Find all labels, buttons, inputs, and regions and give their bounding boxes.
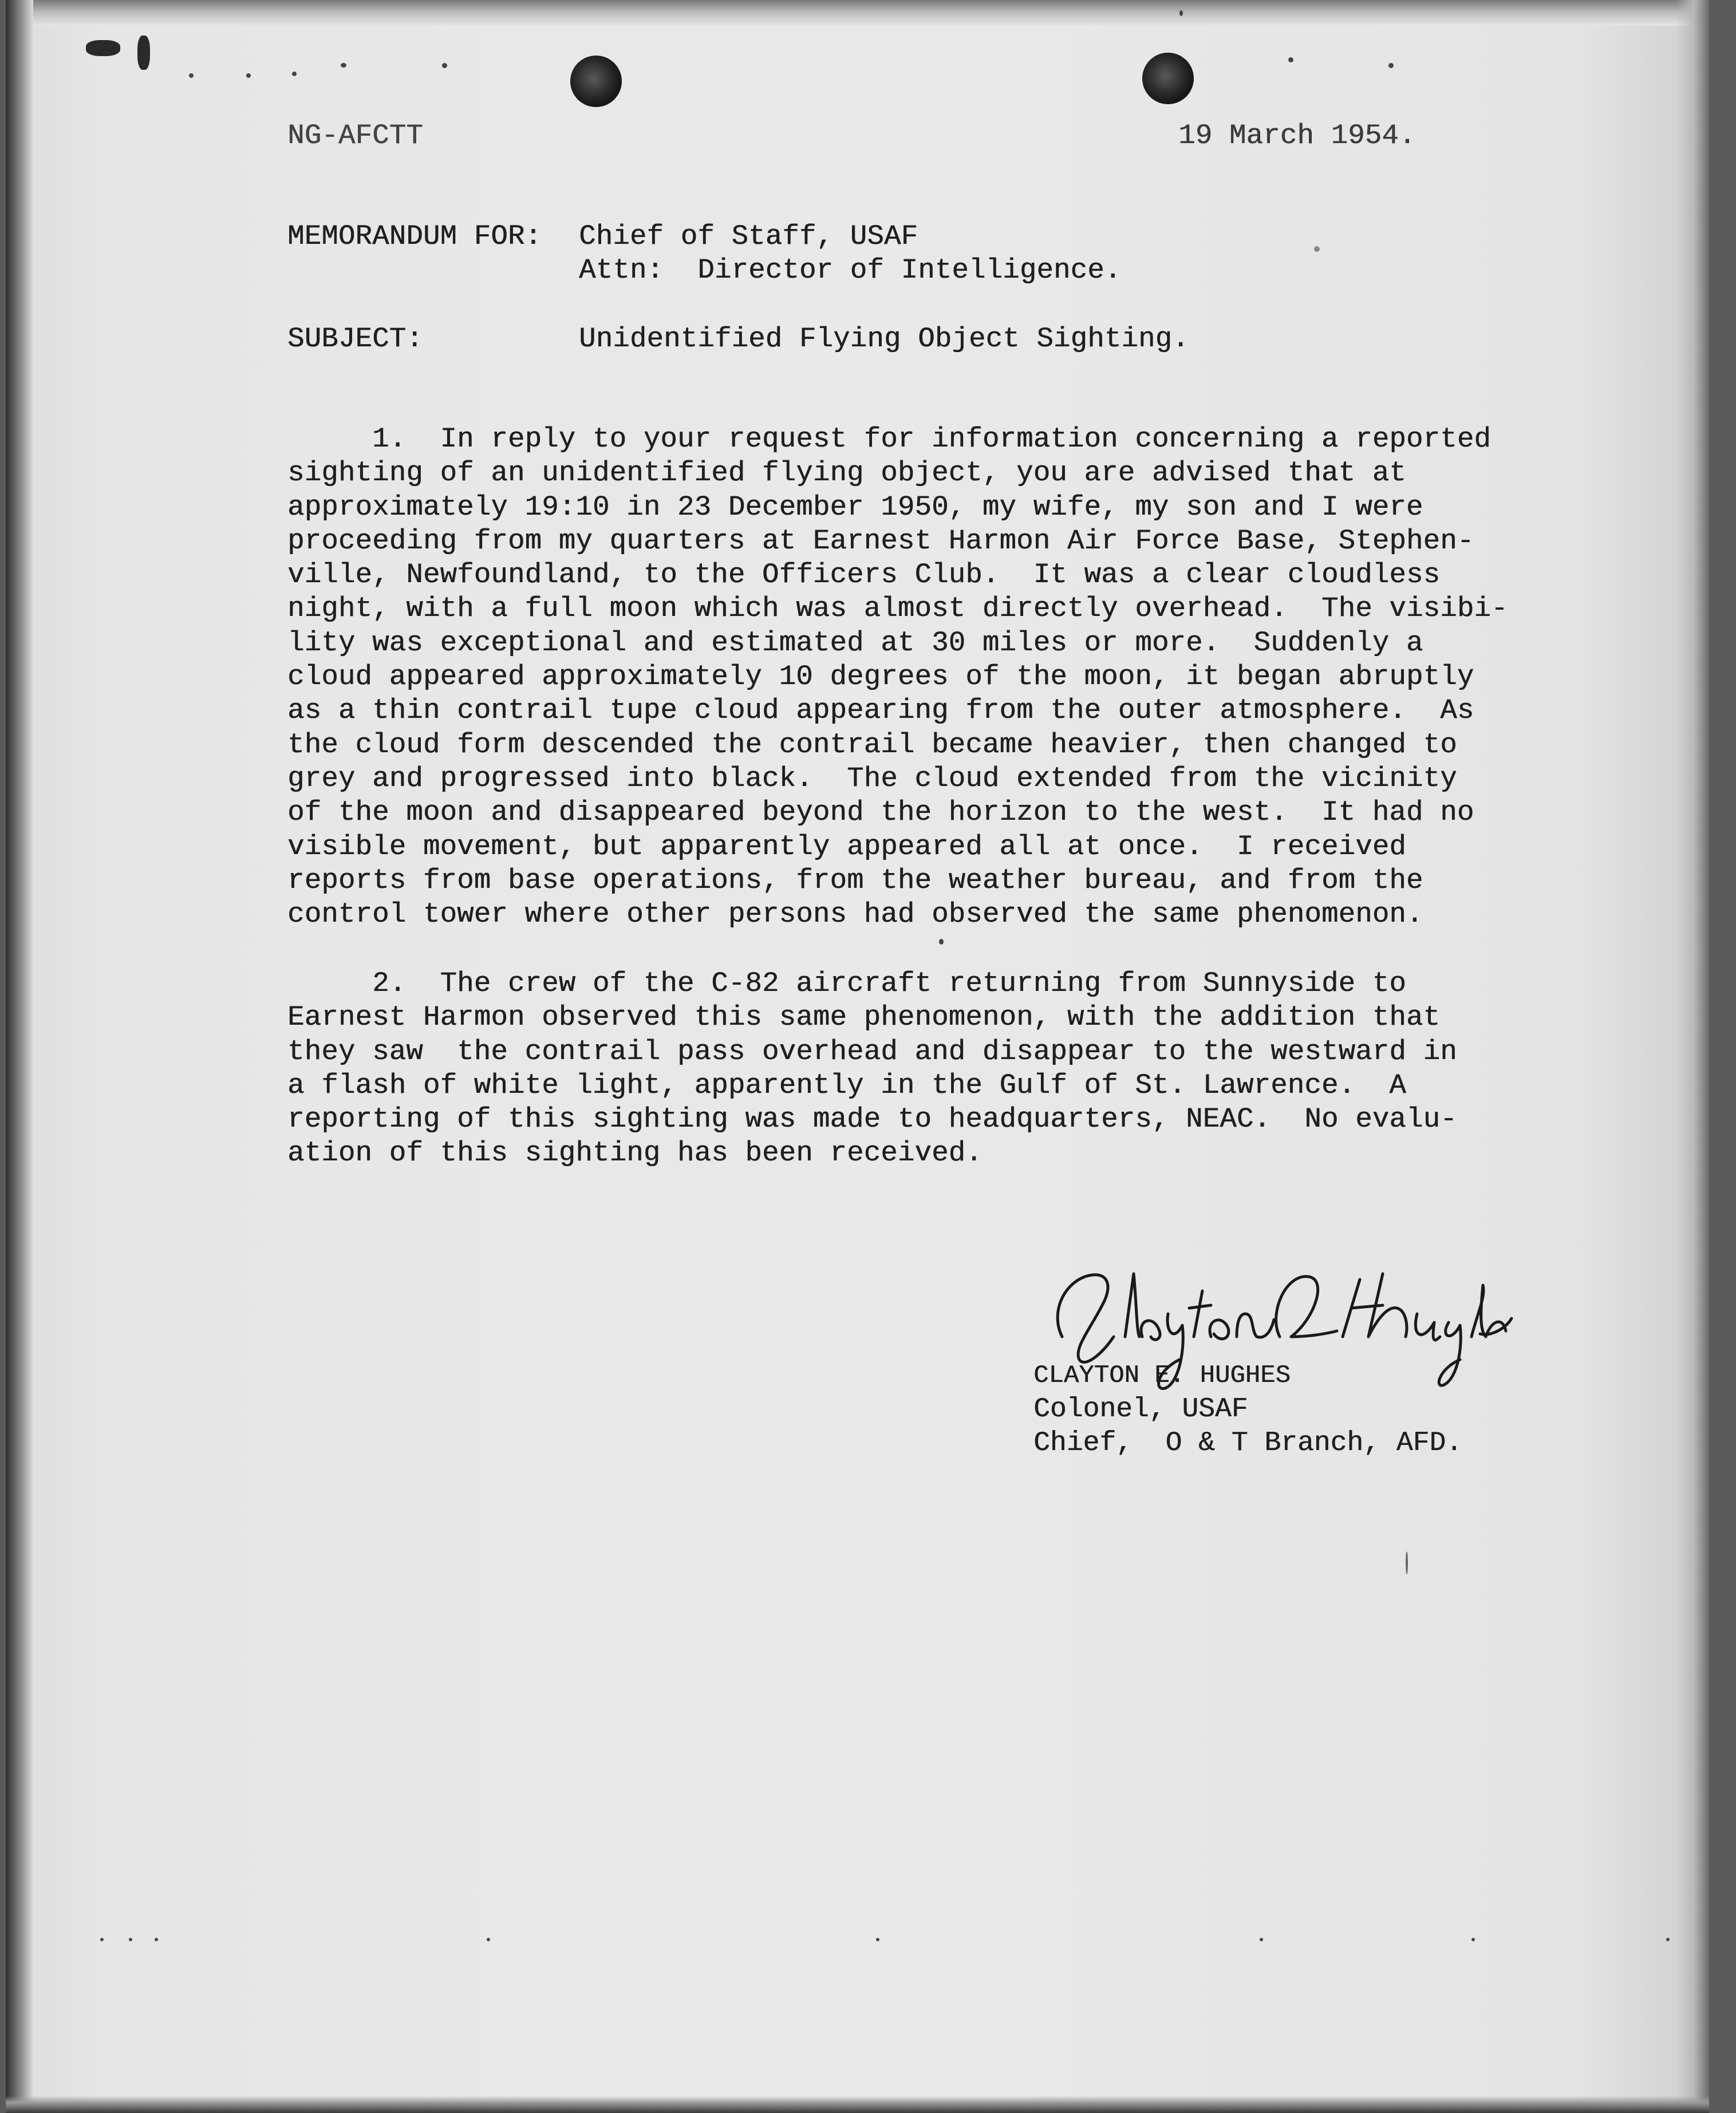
subject-label: SUBJECT: — [287, 323, 423, 355]
memorandum-recipient: Chief of Staff, USAF — [579, 220, 918, 252]
paragraph-line: visible movement, but apparently appeared all at once. I received — [287, 830, 1406, 863]
paragraph-line: ation of this sighting has been received. — [287, 1137, 983, 1170]
scan-edge-top — [6, 0, 1709, 26]
scan-edge-right — [1676, 0, 1709, 2113]
paragraph-line: they saw the contrail pass overhead and disappear to the westward in — [287, 1035, 1457, 1068]
paragraph-line: reporting of this sighting was made to headquarters, NEAC. No evalu- — [287, 1103, 1457, 1136]
paragraph-line: ville, Newfoundland, to the Officers Club. It was a clear cloudless — [287, 559, 1441, 591]
punch-hole-right — [1142, 53, 1194, 104]
subject-line: Unidentified Flying Object Sighting. — [579, 323, 1189, 355]
paragraph-line: lity was exceptional and estimated at 30 miles or more. Suddenly a — [287, 626, 1423, 659]
paragraph-line: sighting of an unidentified flying object, you are advised that at — [287, 457, 1406, 489]
scan-edge-bottom — [6, 2096, 1709, 2113]
paragraph-line: a flash of white light, apparently in the Gulf of St. Lawrence. A — [287, 1069, 1406, 1101]
paragraph-2 — [287, 967, 1457, 1171]
signer-position: Chief, O & T Branch, AFD. — [1033, 1428, 1462, 1459]
paragraph-line: 2. The crew of the C-82 aircraft returning from Sunnyside to — [287, 967, 1406, 1000]
reference-code: NG-AFCTT — [287, 120, 423, 152]
paragraph-line: approximately 19:10 in 23 December 1950, my wife, my son and I were — [287, 491, 1423, 523]
paragraph-line: as a thin contrail tupe cloud appearing from the outer atmosphere. As — [287, 694, 1474, 727]
paragraph-line: Earnest Harmon observed this same phenomenon, with the addition that — [287, 1001, 1441, 1034]
document-page — [6, 0, 1709, 2113]
paragraph-line: grey and progressed into black. The cloud extended from the vicinity — [287, 762, 1457, 795]
document-date: 19 March 1954. — [1178, 120, 1416, 152]
signer-rank: Colonel, USAF — [1033, 1394, 1248, 1425]
paragraph-line: 1. In reply to your request for information concerning a reported — [287, 423, 1491, 455]
paragraph-line: cloud appeared approximately 10 degrees of the moon, it began abruptly — [287, 661, 1474, 693]
paragraph-line: control tower where other persons had observed the same phenomenon. — [287, 898, 1423, 931]
paragraph-line: of the moon and disappeared beyond the horizon to the west. It had no — [287, 796, 1474, 829]
signature-block — [1033, 1359, 1462, 1460]
punch-hole-left — [570, 56, 622, 107]
scan-edge-left — [6, 0, 33, 2113]
paragraph-line: reports from base operations, from the weather bureau, and from the — [287, 864, 1423, 896]
paragraph-line: night, with a full moon which was almost directly overhead. The visibi- — [287, 593, 1508, 625]
paragraph-1 — [287, 422, 1508, 931]
paragraph-line: the cloud form descended the contrail became heavier, then changed to — [287, 728, 1457, 761]
signer-name: CLAYTON E. HUGHES — [1033, 1361, 1291, 1390]
memorandum-label: MEMORANDUM FOR: — [287, 220, 542, 252]
paragraph-line: proceeding from my quarters at Earnest Harmon Air Force Base, Stephen- — [287, 524, 1474, 557]
attention-line: Attn: Director of Intelligence. — [579, 254, 1122, 286]
